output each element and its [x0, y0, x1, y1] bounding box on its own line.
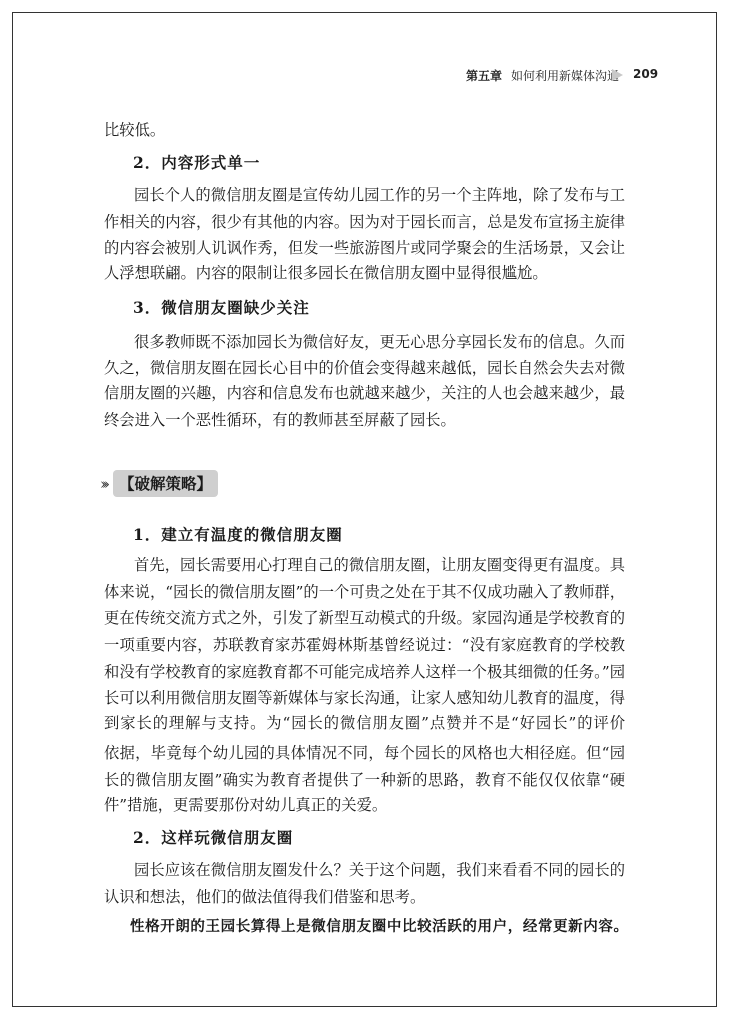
paragraph-line: 件”措施，更需要那份对幼儿真正的关爱。: [104, 796, 388, 814]
section-heading: 2．内容形式单一: [133, 153, 261, 172]
example-line: 性格开朗的王园长算得上是微信朋友圈中比较活跃的用户，经常更新内容。: [130, 918, 628, 935]
paragraph-line: 依据，毕竟每个幼儿园的具体情况不同，每个园长的风格也大相径庭。但“园: [104, 744, 625, 762]
paragraph-line: 人浮想联翩。内容的限制让很多园长在微信朋友圈中显得很尴尬。: [104, 264, 548, 282]
paragraph-line: 首先，园长需要用心打理自己的微信朋友圈，让朋友圈变得更有温度。具: [134, 556, 625, 574]
page-frame: [12, 12, 717, 1007]
chapter-label: 第五章: [466, 69, 503, 83]
paragraph-line: 更在传统交流方式之外，引发了新型互动模式的升级。家园沟通是学校教育的: [104, 609, 625, 627]
section-heading: 1．建立有温度的微信朋友圈: [133, 525, 343, 544]
paragraph-line: 认识和想法，他们的做法值得我们借鉴和思考。: [104, 888, 426, 906]
section-heading: 3．微信朋友圈缺少关注: [133, 298, 310, 317]
paragraph-line: 作相关的内容，很少有其他的内容。因为对于园长而言，总是发布宣扬主旋律: [104, 213, 625, 231]
paragraph-line: 的内容会被别人讥讽作秀，但发一些旅游图片或同学聚会的生活场景，又会让: [104, 239, 625, 257]
strategy-label-box: 【破解策略】: [113, 470, 218, 497]
paragraph-line: 园长个人的微信朋友圈是宣传幼儿园工作的另一个主阵地，除了发布与工: [134, 186, 625, 204]
paragraph-line: 体来说，“园长的微信朋友圈”的一个可贵之处在于其不仅成功融入了教师群，: [104, 583, 625, 601]
double-chevron-right-icon: ›››: [100, 475, 106, 493]
paragraph-line: 和没有学校教育的家庭教育都不可能完成培养人这样一个极其细微的任务。”园: [104, 663, 625, 681]
paragraph-line: 长的微信朋友圈”确实为教育者提供了一种新的思路，教育不能仅仅依靠“硬: [104, 771, 625, 789]
section-heading: 2．这样玩微信朋友圈: [133, 828, 294, 847]
chapter-title: 如何利用新媒体沟通: [511, 69, 620, 83]
paragraph-line: 很多教师既不添加园长为微信好友，更无心思分享园长发布的信息。久而: [134, 333, 625, 351]
paragraph-line: 比较低。: [104, 121, 166, 139]
triangle-icon: [612, 69, 623, 81]
paragraph-line: 终会进入一个恶性循环，有的教师甚至屏蔽了园长。: [104, 411, 456, 429]
paragraph-line: 到家长的理解与支持。为“园长的微信朋友圈”点赞并不是“好园长”的评价: [104, 714, 625, 732]
paragraph-line: 长可以利用微信朋友圈等新媒体与家长沟通，让家人感知幼儿教育的温度，得: [104, 689, 625, 707]
paragraph-line: 久之，微信朋友圈在园长心目中的价值会变得越来越低，园长自然会失去对微: [104, 359, 625, 377]
page-number: 209: [633, 67, 659, 81]
paragraph-line: 一项重要内容，苏联教育家苏霍姆林斯基曾经说过：“没有家庭教育的学校教: [104, 636, 625, 654]
paragraph-line: 信朋友圈的兴趣，内容和信息发布也就越来越少，关注的人也会越来越少，最: [104, 384, 625, 402]
paragraph-line: 园长应该在微信朋友圈发什么？关于这个问题，我们来看看不同的园长的: [134, 861, 625, 879]
